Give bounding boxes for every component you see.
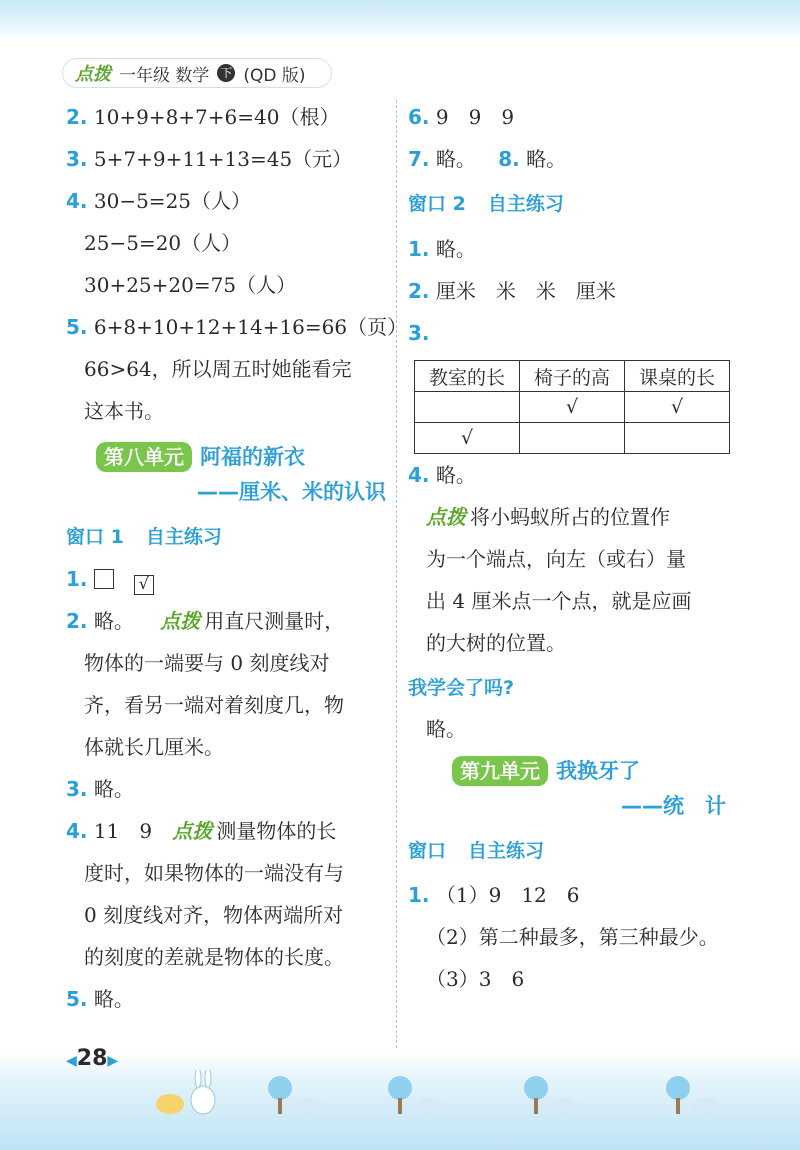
- answer-text: 5+7+9+11+13=45（元）: [93, 147, 353, 171]
- table-row: [415, 392, 730, 423]
- question-number: 1.: [408, 883, 430, 907]
- table-cell: [415, 392, 520, 423]
- answer-text: 略。: [93, 777, 134, 801]
- question-number: 5.: [66, 987, 88, 1011]
- answer-line: 30+25+20=75（人）: [84, 273, 297, 297]
- tip-line: 齐，看另一端对着刻度几，物: [84, 693, 344, 717]
- tree-icon: [664, 1070, 724, 1120]
- w1-answer-3: [66, 768, 386, 810]
- window-title: 自主练习: [468, 840, 545, 862]
- column-divider: [396, 100, 397, 1048]
- answer-line: （2）第二种最多，第三种最少。: [426, 925, 719, 949]
- right-column: [408, 96, 738, 1000]
- answer-3: [66, 138, 386, 180]
- answer-text: 厘米 米 米 厘米: [435, 279, 616, 303]
- unit8-heading: [66, 440, 386, 474]
- unit-name: 我换牙了: [556, 759, 640, 783]
- w1-answer-4: [66, 810, 386, 852]
- u9-answer-1: [408, 874, 738, 916]
- answer-line: （3）3 6: [426, 967, 525, 991]
- answer-7-8: [408, 138, 738, 180]
- table-header-row: [415, 361, 730, 392]
- tip-line: 物体的一端要与 0 刻度线对: [84, 651, 330, 675]
- window-heading: [408, 824, 738, 874]
- tip-line: 的刻度的差就是物体的长度。: [84, 945, 344, 969]
- grade-badge: 下: [217, 64, 235, 82]
- table-cell: [625, 423, 730, 454]
- window-title: 自主练习: [487, 193, 564, 215]
- question-number: 5.: [66, 315, 88, 339]
- window-label: 窗口 2: [408, 193, 466, 215]
- tip-label: 点拨: [426, 505, 466, 529]
- book-title: 一年级 数学: [119, 65, 210, 86]
- question-number: 7.: [408, 147, 430, 171]
- answer-text: 10+9+8+7+6=40（根）: [93, 105, 340, 129]
- tip-text: 将小蚂蚁所占的位置作: [470, 505, 670, 529]
- question-number: 4.: [408, 463, 430, 487]
- window-1-heading: [66, 510, 386, 558]
- question-number: 8.: [498, 147, 520, 171]
- question-number: 4.: [66, 189, 88, 213]
- tip-text: 测量物体的长: [216, 819, 337, 843]
- table-header: 课桌的长: [625, 361, 730, 392]
- table-header: 椅子的高: [520, 361, 625, 392]
- page-header: [62, 58, 332, 88]
- answer-text: 9 9 9: [435, 105, 515, 129]
- answer-text: 11 9: [93, 819, 153, 843]
- tree-icon: [386, 1070, 446, 1120]
- answer-text: 略。: [93, 609, 134, 633]
- answer-text: 略。: [435, 147, 476, 171]
- table-cell: √: [520, 392, 625, 423]
- page-number-text: 28: [76, 1046, 108, 1071]
- top-decoration: [0, 0, 800, 40]
- empty-checkbox: [94, 569, 114, 589]
- tip-paragraph: [408, 496, 738, 538]
- answer-line: 这本书。: [84, 399, 164, 423]
- page-number: [66, 1046, 118, 1071]
- checked-checkbox: √: [134, 575, 154, 595]
- unit-badge: 第八单元: [96, 442, 192, 472]
- window-label: 窗口: [408, 840, 447, 862]
- answer-table: [414, 360, 730, 454]
- unit9-heading: [408, 754, 738, 788]
- w2-answer-2: [408, 270, 738, 312]
- left-column: [66, 96, 408, 1020]
- answer-2: [66, 96, 386, 138]
- question-number: 2.: [66, 609, 88, 633]
- self-check-answer: 略。: [426, 717, 466, 741]
- table-cell: √: [415, 423, 520, 454]
- right-arrow-icon: ▶: [107, 1053, 119, 1069]
- table-row: [415, 423, 730, 454]
- tip-line: 体就长几厘米。: [84, 735, 224, 759]
- window-2-heading: [408, 180, 738, 228]
- answer-text: （1）9 12 6: [435, 883, 580, 907]
- answer-text: 6+8+10+12+14+16=66（页）: [93, 315, 408, 339]
- answer-line: 25−5=20（人）: [84, 231, 242, 255]
- bunny-illustration-icon: [148, 1070, 228, 1120]
- answer-text: 略。: [93, 987, 134, 1011]
- w2-answer-4: [408, 454, 738, 496]
- question-number: 2.: [408, 279, 430, 303]
- unit-subtitle: ——统 计: [621, 794, 726, 818]
- unit-subtitle: ——厘米、米的认识: [197, 480, 386, 504]
- unit-name: 阿福的新衣: [200, 445, 305, 469]
- unit-badge: 第九单元: [452, 756, 548, 786]
- tip-line: 出 4 厘米点一个点，就是应画: [426, 589, 692, 613]
- tip-text: 用直尺测量时，: [204, 609, 345, 633]
- answer-text: 略。: [435, 237, 476, 261]
- table-header: 教室的长: [415, 361, 520, 392]
- question-number: 2.: [66, 105, 88, 129]
- tip-label: 点拨: [160, 609, 201, 633]
- question-number: 1.: [66, 567, 88, 591]
- left-arrow-icon: ◀: [66, 1053, 77, 1069]
- question-number: 3.: [66, 147, 88, 171]
- brand-logo: 点拨: [75, 64, 111, 85]
- question-number: 3.: [66, 777, 88, 801]
- tree-icon: [266, 1070, 326, 1120]
- window-label: 窗口 1: [66, 526, 124, 548]
- tip-line: 为一个端点，向左（或右）量: [426, 547, 686, 571]
- tip-line: 度时，如果物体的一端没有与: [84, 861, 344, 885]
- answer-line: 66>64，所以周五时她能看完: [84, 357, 352, 381]
- self-check-heading: 我学会了吗?: [408, 677, 515, 699]
- tip-line: 0 刻度线对齐，物体两端所对: [84, 903, 344, 927]
- edition-label: (QD 版): [243, 65, 306, 86]
- w2-answer-1: [408, 228, 738, 270]
- answer-6: [408, 96, 738, 138]
- question-number: 3.: [408, 321, 430, 345]
- question-number: 1.: [408, 237, 430, 261]
- w1-answer-2: [66, 600, 386, 642]
- w1-answer-5: [66, 978, 386, 1020]
- answer-text: 略。: [526, 147, 567, 171]
- window-title: 自主练习: [145, 526, 222, 548]
- table-cell: √: [625, 392, 730, 423]
- tip-label: 点拨: [172, 819, 213, 843]
- answer-4: [66, 180, 386, 222]
- tip-line: 的大树的位置。: [426, 631, 566, 655]
- w1-answer-1: [66, 558, 386, 600]
- answer-text: 30−5=25（人）: [93, 189, 252, 213]
- question-number: 4.: [66, 819, 88, 843]
- w2-answer-3: [408, 312, 738, 354]
- question-number: 6.: [408, 105, 430, 129]
- answer-5: [66, 306, 408, 348]
- answer-text: 略。: [435, 463, 476, 487]
- table-cell: [520, 423, 625, 454]
- tree-icon: [522, 1070, 582, 1120]
